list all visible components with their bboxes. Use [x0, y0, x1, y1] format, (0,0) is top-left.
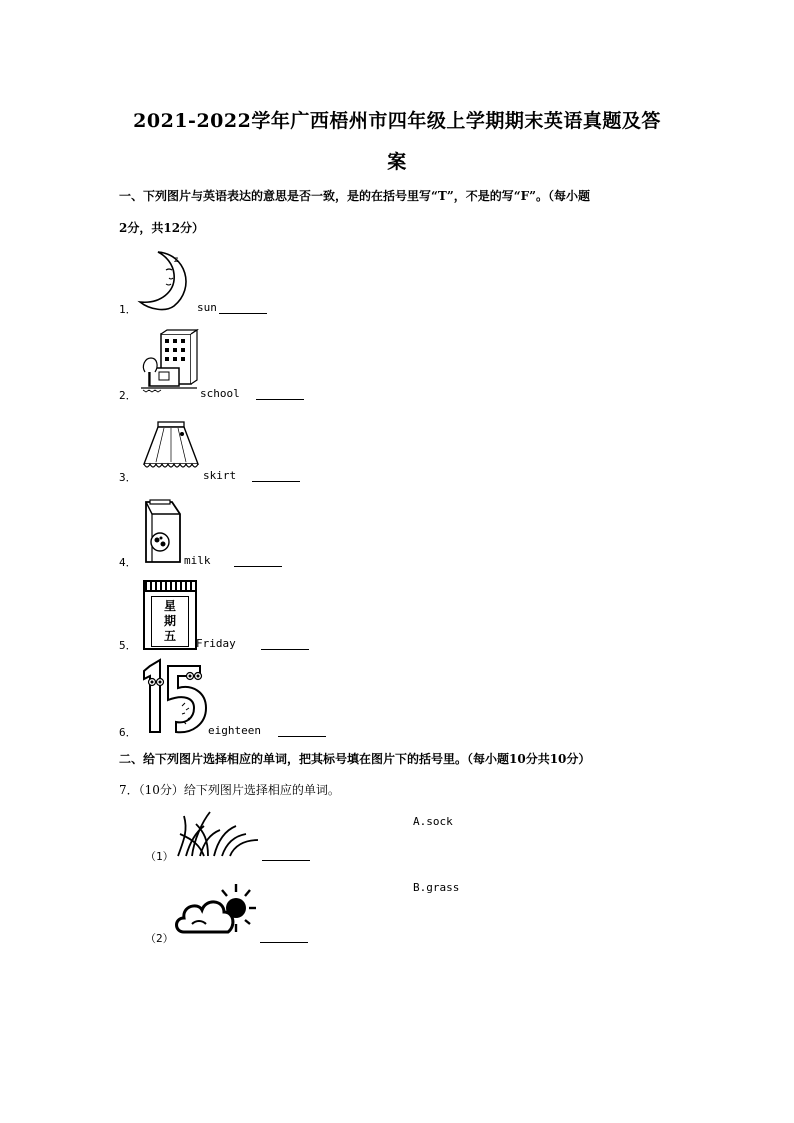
- svg-text:z: z: [174, 255, 179, 264]
- item-word: school: [200, 387, 240, 400]
- answer-blank[interactable]: [234, 556, 282, 567]
- section1-instruction: 一、下列图片与英语表达的意思是否一致，是的在括号里写“T”，不是的写“F”。（每小题: [119, 189, 591, 203]
- skirt-icon: [140, 420, 202, 476]
- answer-blank[interactable]: [252, 471, 300, 482]
- calendar-friday-icon: [143, 580, 197, 650]
- item-number: 3．: [119, 471, 137, 484]
- answer-blank[interactable]: [262, 850, 310, 861]
- answer-blank[interactable]: [260, 932, 308, 943]
- calendar-char: 星: [163, 599, 176, 613]
- item-number: 2．: [119, 389, 137, 402]
- section1-instruction-cont: 2分，共12分）: [119, 221, 205, 235]
- calendar-char: 期: [163, 614, 176, 628]
- item-word: milk: [184, 554, 211, 567]
- item-number: 4．: [119, 556, 137, 569]
- option-b: B.grass: [413, 881, 460, 894]
- page-title: 2021-2022学年广西梧州市四年级上学期期末英语真题及答: [133, 110, 661, 132]
- option-a: A.sock: [413, 815, 453, 828]
- milk-carton-icon: [140, 498, 186, 566]
- section2-instruction: 二、给下列图片选择相应的单词，把其标号填在图片下的括号里。（每小题10分共10分）: [119, 752, 591, 766]
- answer-blank[interactable]: [261, 639, 309, 650]
- item-number: 6．: [119, 726, 137, 739]
- item-word: sun: [197, 301, 217, 314]
- grass-icon: [174, 810, 262, 860]
- school-building-icon: [139, 328, 201, 396]
- item-word: skirt: [203, 469, 237, 482]
- calendar-char: 五: [163, 629, 176, 643]
- item-number: 1．: [119, 303, 137, 316]
- answer-blank[interactable]: [278, 726, 326, 737]
- question-7: 7．（10分）给下列图片选择相应的单词。: [119, 783, 340, 797]
- answer-blank[interactable]: [256, 389, 304, 400]
- item-number: 5．: [119, 639, 137, 652]
- moon-icon: [136, 248, 198, 312]
- cloudy-sun-icon: [174, 880, 262, 942]
- item-number: （2）: [145, 932, 174, 945]
- item-number: （1）: [145, 850, 174, 863]
- page-title-continued: 案: [387, 151, 407, 173]
- answer-blank[interactable]: [219, 303, 267, 314]
- item-word: Friday: [196, 637, 236, 650]
- number-fifteen-icon: [138, 658, 210, 736]
- item-word: eighteen: [208, 724, 261, 737]
